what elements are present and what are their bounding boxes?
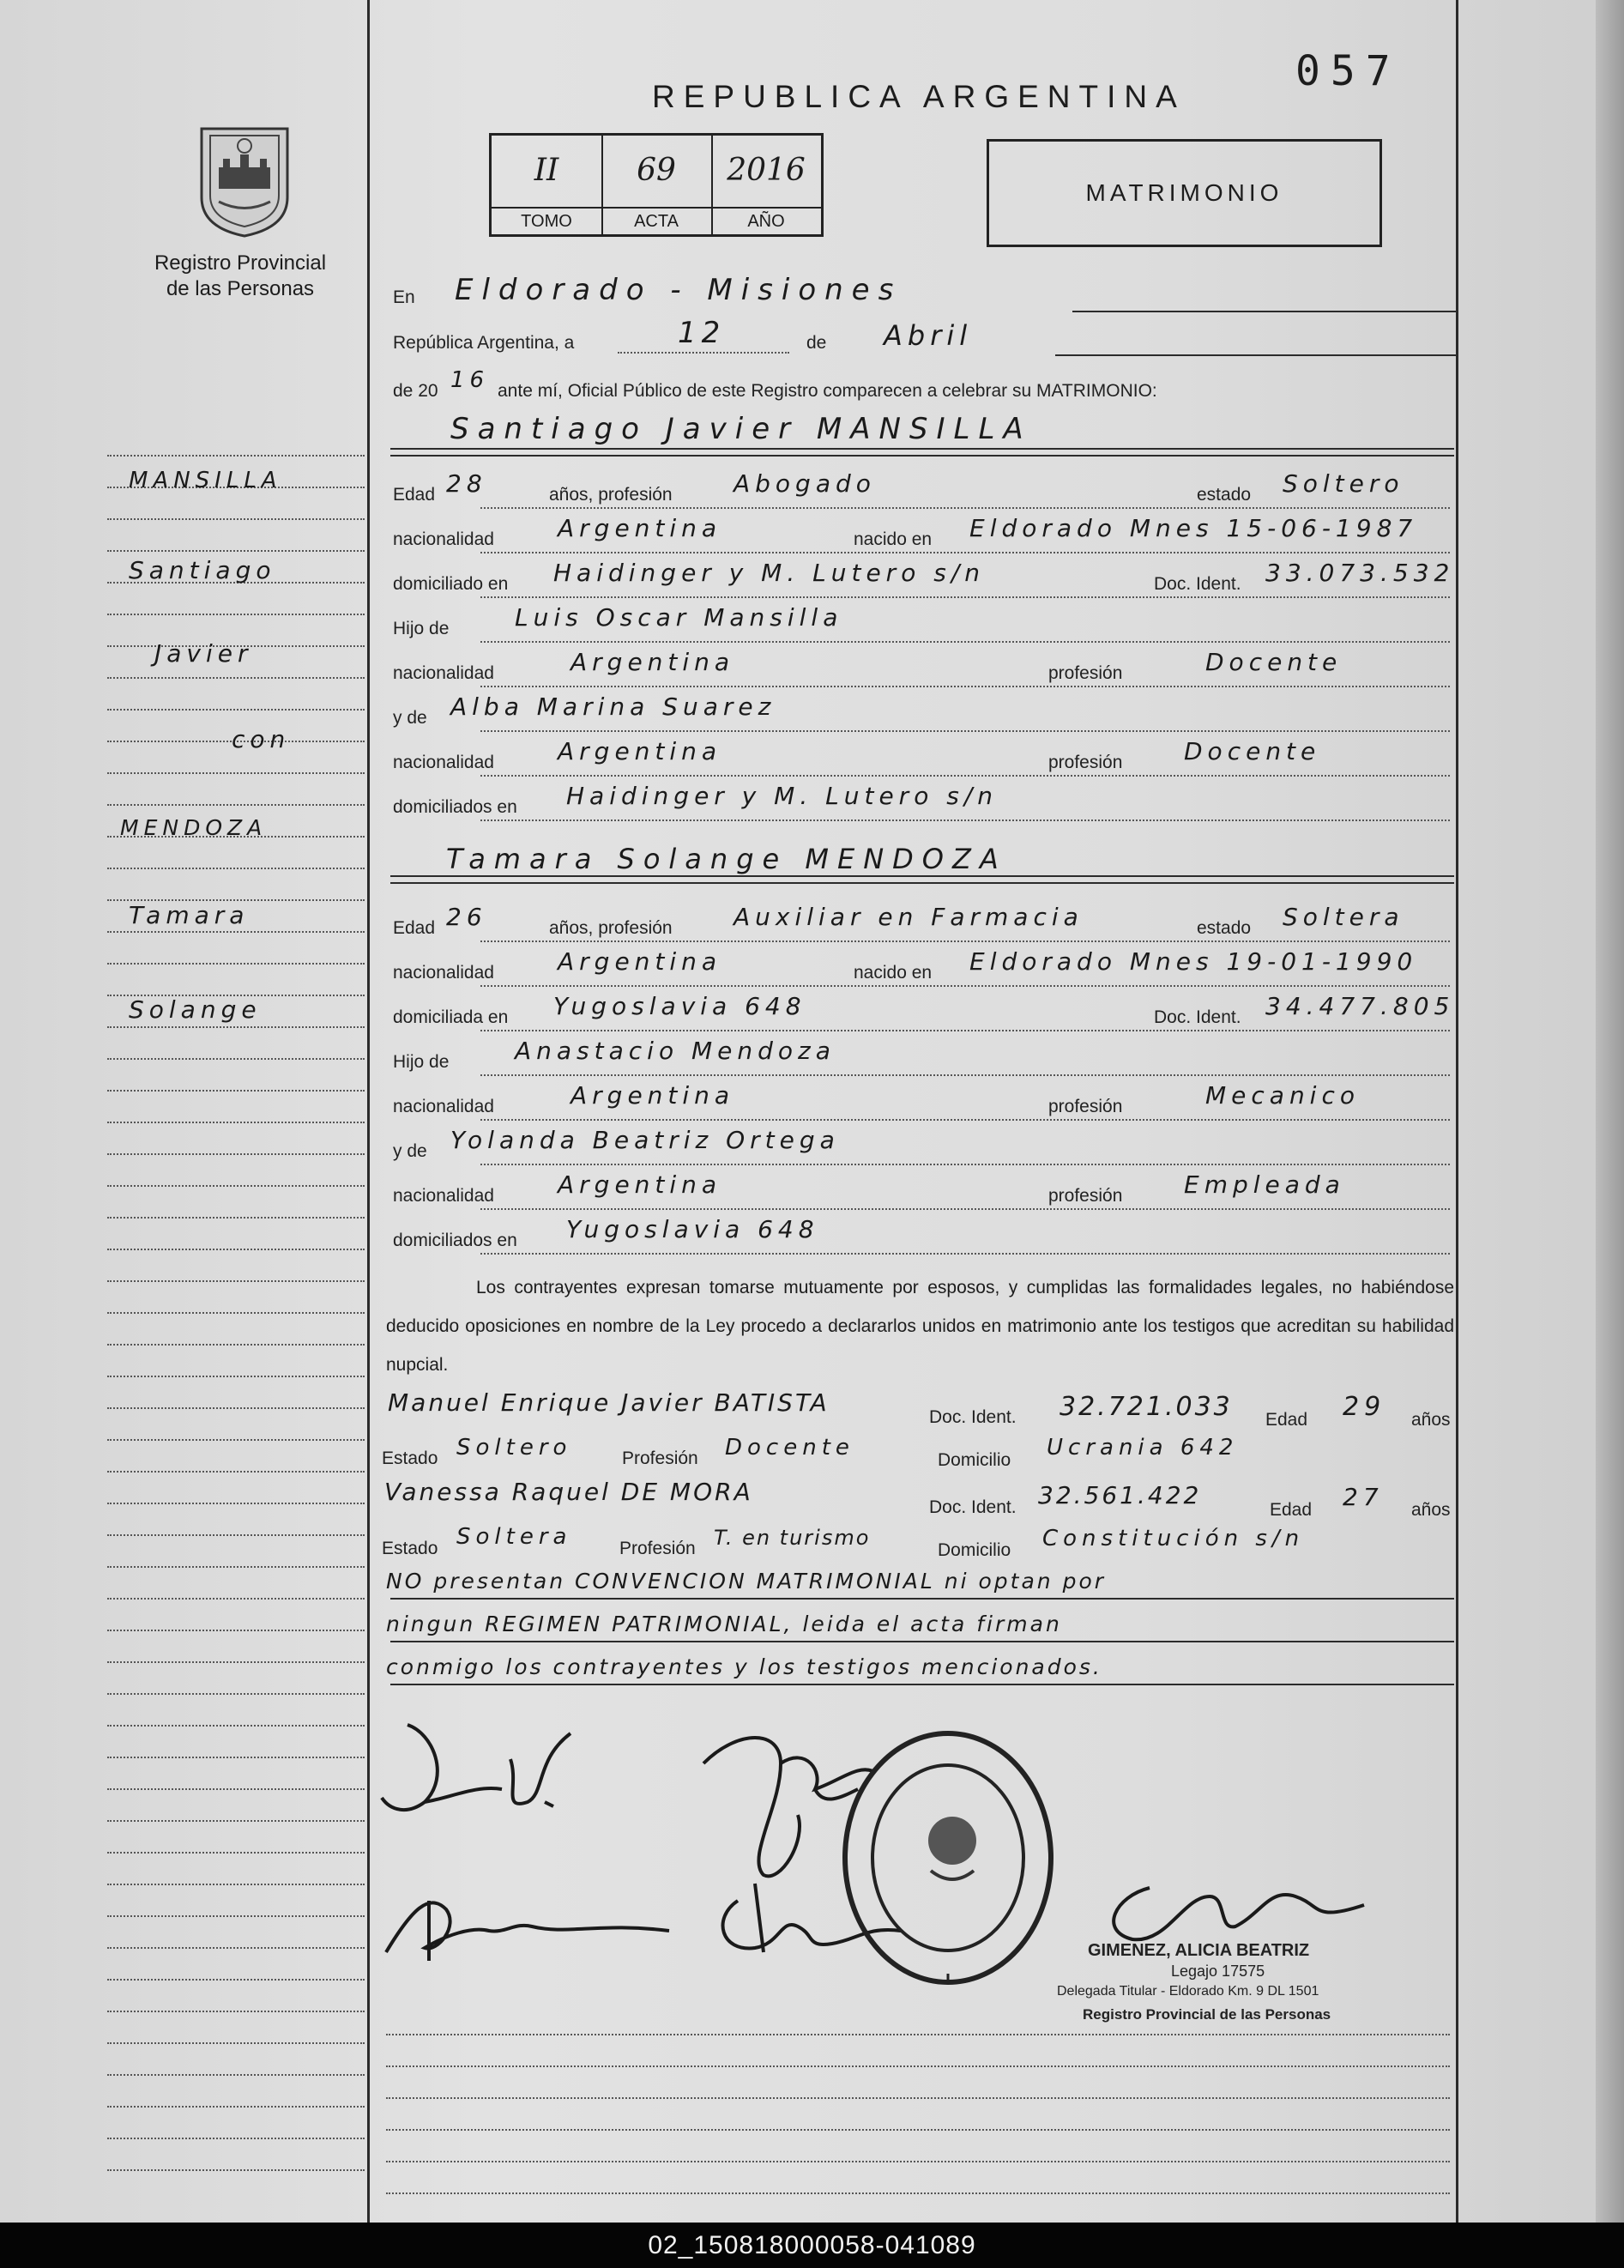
margin-dotted-line <box>107 1534 365 1536</box>
field-label: nacionalidad <box>393 753 494 772</box>
fill-line <box>480 507 1450 509</box>
bride-parents-dom: Yugoslavia 648 <box>566 1215 819 1243</box>
field-label: domiciliada en <box>393 1007 509 1027</box>
margin-dotted-line <box>107 2106 365 2108</box>
field-label: domiciliado en <box>393 574 509 594</box>
place: Eldorado - Misiones <box>455 273 903 307</box>
field-label: Doc. Ident. <box>1154 574 1241 594</box>
field-label: profesión <box>1048 1186 1123 1206</box>
groom-nacido: Eldorado Mnes 15-06-1987 <box>969 514 1418 542</box>
margin-dotted-line <box>107 1026 365 1028</box>
margin-note: MENDOZA <box>120 815 268 840</box>
fill-line <box>480 1253 1450 1255</box>
margin-border-left <box>367 0 370 2223</box>
groom-nacionalidad: Argentina <box>558 514 722 542</box>
body-dotted-line <box>386 2192 1450 2194</box>
margin-dotted-line <box>107 931 365 933</box>
margin-dotted-line <box>107 709 365 711</box>
margin-dotted-line <box>107 1820 365 1822</box>
margin-dotted-line <box>107 1884 365 1885</box>
groom-father: Luis Oscar Mansilla <box>515 603 843 632</box>
field-label: nacionalidad <box>393 1097 494 1116</box>
margin-note: Tamara <box>129 901 250 929</box>
body-dotted-line <box>386 2129 1450 2131</box>
note-line: NO presentan CONVENCION MATRIMONIAL ni optan por <box>386 1569 1107 1594</box>
margin-dotted-line <box>107 1788 365 1790</box>
margin-note: MANSILLA <box>129 468 282 493</box>
margin-note: Javier <box>154 639 253 668</box>
de-label: de <box>806 333 827 353</box>
witness1-signature <box>377 1875 686 1969</box>
margin-dotted-line <box>107 868 365 869</box>
official-name: GIMENEZ, ALICIA BEATRIZ <box>1088 1941 1310 1960</box>
field-label: domiciliados en <box>393 1231 517 1250</box>
margin-dotted-line <box>107 963 365 965</box>
fill-line <box>480 1074 1450 1076</box>
scan-id-bar: 02_150818000058-041089 <box>0 2223 1624 2268</box>
margin-dotted-line <box>107 1471 365 1473</box>
field-label: y de <box>393 708 427 728</box>
de20-label: de 20 <box>393 381 438 401</box>
registry-stamp <box>836 1725 1060 1991</box>
margin-border-right <box>1456 0 1458 2223</box>
body-dotted-line <box>386 2065 1450 2067</box>
margin-dotted-line <box>107 1661 365 1663</box>
acta-cell: 69 ACTA <box>601 136 713 234</box>
field-label: Hijo de <box>393 1052 450 1072</box>
record-type-box: MATRIMONIO <box>987 139 1382 247</box>
fill-line <box>480 1030 1450 1031</box>
field-label: años, profesión <box>549 918 673 938</box>
bride-mother: Yolanda Beatriz Ortega <box>450 1126 840 1154</box>
margin-dotted-line <box>107 2138 365 2139</box>
margin-dotted-line <box>107 1630 365 1631</box>
margin-dotted-line <box>107 1249 365 1250</box>
margin-dotted-line <box>107 1153 365 1155</box>
margin-dotted-line <box>107 1185 365 1187</box>
bride-nacionalidad: Argentina <box>558 947 722 976</box>
field-label: Edad <box>393 918 436 938</box>
witness2-edad: 27 <box>1343 1483 1384 1511</box>
groom-father-prof: Docente <box>1205 648 1343 676</box>
margin-dotted-line <box>107 1312 365 1314</box>
margin-dotted-line <box>107 1280 365 1282</box>
legal-text: Los contrayentes expresan tomarse mutuamente por esposos, y cumplidas las formalidades legales, no habiéndose deducido oposiciones en nombre de la Ley procedo a declararlos unidos en matrimonio ante los testigos que acreditan su habilidad nupcial. <box>386 1278 1454 1375</box>
margin-note: con <box>232 725 291 753</box>
bride-mother-prof: Empleada <box>1184 1170 1345 1199</box>
field-label: domiciliados en <box>393 797 517 817</box>
witness1-profesion: Docente <box>725 1435 854 1461</box>
bride-domicilio: Yugoslavia 648 <box>553 992 806 1020</box>
tomo-cell: II TOMO <box>492 136 603 234</box>
page-edge <box>1596 0 1624 2223</box>
official-registry: Registro Provincial de las Personas <box>1083 2006 1331 2023</box>
margin-dotted-line <box>107 1122 365 1123</box>
en-label: En <box>393 287 415 307</box>
bride-name: Tamara Solange MENDOZA <box>446 843 1007 875</box>
bride-father-prof: Mecanico <box>1205 1081 1360 1110</box>
country-title: REPUBLICA ARGENTINA <box>652 79 1186 114</box>
margin-note: Santiago <box>129 556 276 584</box>
margin-dotted-line <box>107 1757 365 1758</box>
bride-mother-nac: Argentina <box>558 1170 722 1199</box>
groom-signature <box>373 1708 665 1836</box>
margin-dotted-line <box>107 2074 365 2076</box>
field-label: Hijo de <box>393 619 450 638</box>
body-dotted-line <box>386 2034 1450 2035</box>
margin-dotted-line <box>107 1217 365 1219</box>
body-dotted-line <box>386 2161 1450 2162</box>
field-label: Doc. Ident. <box>1154 1007 1241 1027</box>
groom-estado: Soltero <box>1283 469 1404 498</box>
margin-dotted-line <box>107 1725 365 1727</box>
field-label: años, profesión <box>549 485 673 505</box>
fill-line <box>480 641 1450 643</box>
field-label: nacionalidad <box>393 529 494 549</box>
margin-dotted-line <box>107 1598 365 1600</box>
margin-dotted-line <box>107 804 365 806</box>
margin-dotted-line <box>107 1693 365 1695</box>
margin-dotted-line <box>107 772 365 774</box>
margin-dotted-line <box>107 1407 365 1409</box>
tomo-acta-anio-box <box>489 133 824 237</box>
margin-dotted-line <box>107 2169 365 2171</box>
margin-dotted-line <box>107 1852 365 1854</box>
groom-doc: 33.073.532 <box>1265 559 1455 587</box>
groom-mother-nac: Argentina <box>558 737 722 765</box>
margin-dotted-line <box>107 1947 365 1949</box>
witness1-edad: 29 <box>1343 1392 1386 1422</box>
fill-line <box>480 552 1450 553</box>
fill-line <box>480 820 1450 821</box>
body-dotted-line <box>386 2097 1450 2099</box>
bride-profesion: Auxiliar en Farmacia <box>734 903 1084 931</box>
groom-domicilio: Haidinger y M. Lutero s/n <box>553 559 985 587</box>
fill-line <box>480 596 1450 598</box>
witness1-estado: Soltero <box>456 1435 572 1461</box>
witness1-name: Manuel Enrique Javier BATISTA <box>388 1388 830 1417</box>
fill-line <box>480 775 1450 777</box>
document-page: Registro Provincial de las Personas MANSILLA Santiago Javier con MENDOZA Tamara Solange REPUBLICA ARGENTINA 057 II TOMO 69 ACTA 2016 AÑO MATRIMONIO En Eldorado - Misiones República Argentina, a 12 de Abril de 20 16 ante mí, Oficial Público de este Registro comparecen a celebrar su MATRIMONIO: Santiago Javier MANSILLA Edad 28 años, profesión Abogado estado Soltero nacionalidad Argentina nacido en Eldorado Mnes 15-06-1987 domiciliado en Haidinger y M. Lutero s/n Doc. Ident. 33.073.532 Hijo de Luis Oscar Mansilla nacionalidad Argentina profesión Docente y de Alba Marina Suarez nacionalidad Argentina profesión Docente domiciliados en Haidinger y M. Lutero s/n Tamara Solange MENDOZA Edad 26 años, profesión Auxiliar en Farmacia estado Soltera nacionalidad Argentina nacido en Eldorado Mnes 19-01-1990 domiciliada en Yugoslavia 648 Doc. Ident. 34.477.805 Hijo de Anastacio Mendoza nacionalidad Argentina profesión Mecanico y de Yolanda Beatriz Ortega nacionalidad Argentina profesión Empleada domiciliados en Yugoslavia 648 Los contrayentes expresan tomarse mutuamente por esposos, y cumplidas las formalidades legales, no habiéndose deducido oposiciones en nombre de la Ley procedo a declararlos unidos en matrimonio ante los testigos que acreditan su habilidad nupcial. Manuel Enrique Javier BATISTA Doc. Ident. 32.721.033 Edad 29 años Estado Soltero Profesión Docente Domicilio Ucrania 642 Vanessa Raquel DE MORA Doc. Ident. 32.561.422 Edad 27 años Estado Soltera Profesión T. en turismo Domicilio Constitución s/n NO presentan CONVENCION MATRIMONIAL ni optan por ningun REGIMEN PATRIMONIAL, leida el acta firman conmigo los contrayentes y los testigos mencionados. GIMENEZ, ALICIA BEATRIZ Legajo 17575 Delegada Titular - Eldorado Km. 9 DL 1501 Registro Provincial de las Personas <box>0 0 1624 2223</box>
bride-doc: 34.477.805 <box>1265 992 1455 1020</box>
margin-dotted-line <box>107 1503 365 1504</box>
margin-dotted-line <box>107 1090 365 1092</box>
margin-dotted-line <box>107 518 365 520</box>
month: Abril <box>884 319 973 352</box>
margin-dotted-line <box>107 1566 365 1568</box>
official-legajo: Legajo 17575 <box>1171 1963 1265 1980</box>
margin-dotted-line <box>107 677 365 679</box>
registry-name: Registro Provincial de las Personas <box>154 251 327 300</box>
margin-dotted-line <box>107 455 365 457</box>
margin-dotted-line <box>107 1915 365 1917</box>
fill-line <box>480 730 1450 732</box>
witness2-domicilio: Constitución s/n <box>1042 1526 1305 1551</box>
fill-line <box>480 686 1450 687</box>
field-label: Edad <box>393 485 436 505</box>
intro-statement: ante mí, Oficial Público de este Registro comparecen a celebrar su MATRIMONIO: <box>498 381 1157 401</box>
fill-line <box>480 1119 1450 1121</box>
groom-parents-dom: Haidinger y M. Lutero s/n <box>566 782 998 810</box>
witness1-domicilio: Ucrania 642 <box>1047 1435 1239 1461</box>
margin-dotted-line <box>107 2011 365 2012</box>
field-label: profesión <box>1048 663 1123 683</box>
field-label: estado <box>1197 918 1252 938</box>
margin-dotted-line <box>107 550 365 552</box>
margin-dotted-line <box>107 1439 365 1441</box>
groom-profesion: Abogado <box>734 469 876 498</box>
note-line: conmigo los contrayentes y los testigos mencionados. <box>386 1654 1102 1679</box>
margin-dotted-line <box>107 1344 365 1346</box>
republica-label: República Argentina, a <box>393 333 575 353</box>
groom-edad: 28 <box>446 469 487 498</box>
groom-father-nac: Argentina <box>571 648 735 676</box>
witness1-doc: 32.721.033 <box>1060 1392 1233 1422</box>
record-number: 057 <box>1295 47 1401 95</box>
groom-mother-prof: Docente <box>1184 737 1321 765</box>
margin-dotted-line <box>107 1376 365 1377</box>
misiones-seal-icon <box>184 120 305 240</box>
field-label: nacionalidad <box>393 1186 494 1206</box>
field-label: nacido en <box>854 963 933 983</box>
official-position: Delegada Titular - Eldorado Km. 9 DL 1501 <box>1057 1984 1319 1999</box>
note-line: ningun REGIMEN PATRIMONIAL, leida el acta firman <box>386 1612 1062 1636</box>
fill-line <box>480 985 1450 987</box>
field-label: estado <box>1197 485 1252 505</box>
margin-note: Solange <box>129 995 262 1024</box>
fill-line <box>480 1164 1450 1165</box>
bride-father: Anastacio Mendoza <box>515 1037 836 1065</box>
margin-dotted-line <box>107 1979 365 1981</box>
field-label: nacionalidad <box>393 663 494 683</box>
field-label: nacionalidad <box>393 963 494 983</box>
bride-nacido: Eldorado Mnes 19-01-1990 <box>969 947 1418 976</box>
year-suffix: 16 <box>450 367 490 393</box>
field-label: y de <box>393 1141 427 1161</box>
witness2-profesion: T. en turismo <box>714 1526 871 1550</box>
bride-edad: 26 <box>446 903 487 931</box>
margin-dotted-line <box>107 614 365 615</box>
witness2-estado: Soltera <box>456 1524 572 1550</box>
fill-line <box>480 1208 1450 1210</box>
field-label: nacido en <box>854 529 933 549</box>
margin-dotted-line <box>107 2042 365 2044</box>
witness2-doc: 32.561.422 <box>1038 1481 1202 1509</box>
bride-father-nac: Argentina <box>571 1081 735 1110</box>
field-label: profesión <box>1048 1097 1123 1116</box>
bride-estado: Soltera <box>1283 903 1404 931</box>
anio-cell: 2016 AÑO <box>711 136 821 234</box>
field-label: profesión <box>1048 753 1123 772</box>
margin-dotted-line <box>107 1058 365 1060</box>
day: 12 <box>678 316 726 350</box>
groom-name: Santiago Javier MANSILLA <box>450 412 1032 446</box>
witness2-name: Vanessa Raquel DE MORA <box>384 1478 753 1506</box>
fill-line <box>480 940 1450 942</box>
groom-mother: Alba Marina Suarez <box>450 692 776 721</box>
